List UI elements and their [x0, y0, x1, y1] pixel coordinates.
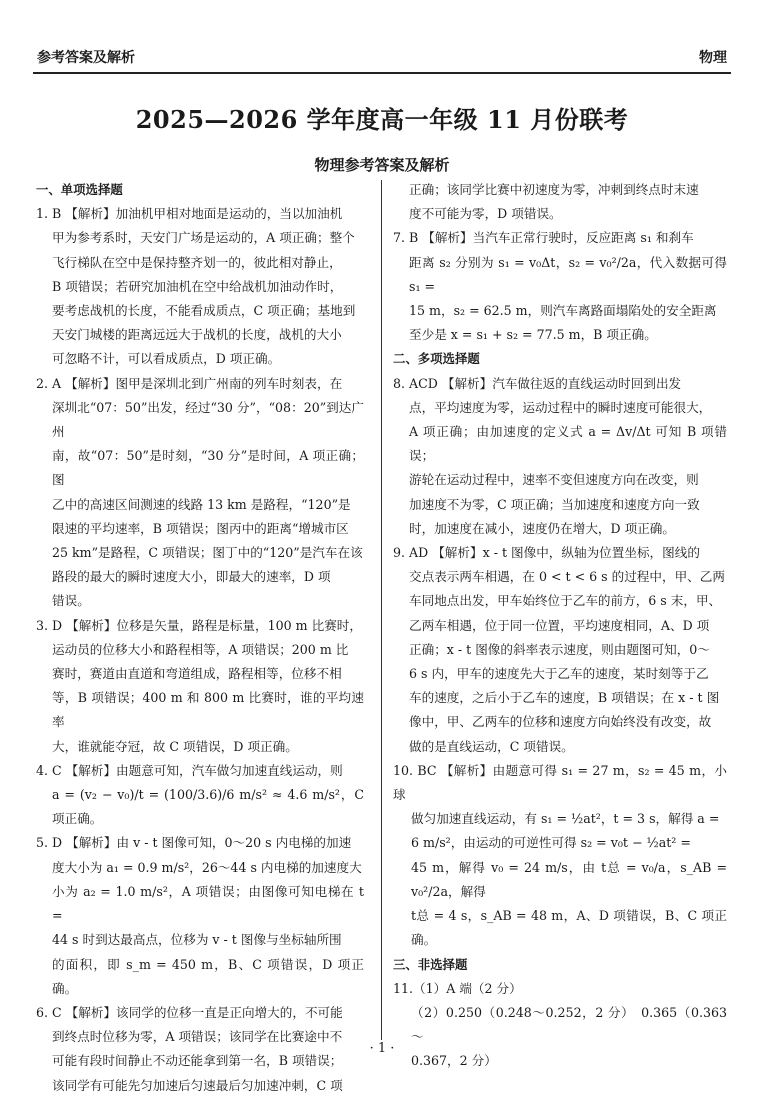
answer-line: 度不可能为零，D 项错误。	[409, 206, 562, 222]
answer-line: 距离 s₂ 分别为 s₁ = v₀Δt，s₂ = v₀²/2a，代入数据可得 s₁ =	[409, 254, 727, 294]
answer-line: 15 m，s₂ = 62.5 m，则汽车离路面塌陷处的安全距离	[409, 303, 717, 319]
answer-line: 45 m，解得 v₀ = 24 m/s，由 t总 = v₀/a，s_AB = v₀²/2a，解得	[411, 859, 727, 899]
answer-line: 飞行梯队在空中是保持整齐划一的，彼此相对静止，	[52, 254, 342, 270]
answer-line: 6 s 内，甲车的速度先大于乙车的速度，某时刻等于乙	[409, 666, 709, 682]
answer-line: 车同地点出发，甲车始终位于乙车的前方，6 s 末，甲、	[409, 593, 722, 609]
page-number: · 1 ·	[369, 1041, 395, 1056]
answer-line: 赛时，赛道由直道和弯道组成，路程相等，位移不相	[52, 666, 342, 682]
answer-line: 该同学有可能先匀加速后匀速最后匀加速冲刺，C 项	[52, 1077, 343, 1093]
answer-line: 路段的最大的瞬时速度大小，即最大的速率，D 项	[52, 569, 331, 585]
answer-line: 车的速度，之后小于乙车的速度，B 项错误；在 x - t 图	[409, 690, 720, 706]
answer-line: 做匀加速直线运动，有 s₁ = ½at²，t = 3 s，解得 a =	[411, 811, 720, 827]
answer-line: 可能有段时间静止不动还能拿到第一名，B 项错误；	[52, 1053, 343, 1069]
answer-line: 等，B 项错误；400 m 和 800 m 比赛时，谁的平均速率	[52, 690, 364, 730]
answer-line: 要考虑战机的长度，不能看成质点，C 项正确；基地到	[52, 303, 356, 319]
answer-line: 8. ACD 【解析】汽车做往返的直线运动时回到出发	[393, 375, 682, 391]
answer-line: 甲为参考系时，天安门广场是运动的，A 项正确；整个	[52, 230, 355, 246]
left-column	[36, 178, 364, 1098]
answer-line: 7. B 【解析】当汽车正常行驶时，反应距离 s₁ 和刹车	[393, 230, 694, 246]
answer-line: （2）0.250（0.248～0.252，2 分） 0.365（0.363～	[411, 1004, 727, 1045]
answer-line: 大，谁就能夺冠，故 C 项错误，D 项正确。	[52, 738, 298, 754]
page-subtitle: 物理参考答案及解析	[314, 156, 450, 174]
answer-line: 5. D 【解析】由 v - t 图像可知，0～20 s 内电梯的加速	[36, 835, 352, 851]
answer-line: 44 s 时到达最高点，位移为 v - t 图像与坐标轴所围	[52, 932, 342, 948]
answer-line: 运动员的位移大小和路程相等，A 项错误；200 m 比	[52, 641, 349, 657]
answer-line: 错误。	[52, 593, 90, 609]
answer-line: 像中，甲、乙两车的位移和速度方向始终没有改变，故	[409, 714, 712, 730]
answer-line: 乙两车相遇，位于同一位置，平均速度相同，A、D 项	[409, 617, 710, 633]
answer-line: 交点表示两车相遇，在 0 < t < 6 s 的过程中，甲、乙两	[409, 569, 725, 585]
page-header	[33, 42, 731, 74]
answer-line: 6 m/s²，由运动的可逆性可得 s₂ = v₀t − ½at² =	[411, 835, 691, 851]
answer-line: 至少是 x = s₁ + s₂ = 77.5 m，B 项正确。	[409, 327, 657, 343]
answer-line: 2. A 【解析】图甲是深圳北到广州南的列车时刻表，在	[36, 375, 343, 391]
answer-line: 天安门城楼的距离远远大于战机的长度，战机的大小	[52, 327, 342, 343]
header-left-text: 参考答案及解析	[37, 50, 135, 66]
header-subject: 物理	[699, 50, 727, 66]
answer-line: t总 = 4 s，s_AB = 48 m，A、D 项错误，B、C 项正确。	[411, 908, 727, 948]
answer-line: 深圳北“07：50”出发，经过“30 分”，“08：20”到达广州	[52, 399, 364, 440]
answer-line: 25 km”是路程，C 项错误；图丁中的“120”是汽车在该	[52, 545, 363, 561]
answer-line: 的面积，即 s_m = 450 m，B、C 项错误，D 项正确。	[52, 956, 364, 996]
answer-line: 可忽略不计，可以看成质点，D 项正确。	[52, 351, 281, 367]
page-title: 2025—2026 学年度高一年级 11 月份联考	[135, 105, 629, 134]
answer-line: 11.（1）A 端（2 分）	[393, 980, 522, 996]
answer-line: 做的是直线运动，C 项错误。	[409, 738, 574, 754]
answer-line: 小为 a₂ = 1.0 m/s²，A 项错误；由图像可知电梯在 t =	[52, 883, 364, 924]
answer-line: 点，平均速度为零，运动过程中的瞬时速度可能很大，	[409, 399, 712, 415]
answer-line: 9. AD 【解析】x - t 图像中，纵轴为位置坐标，图线的	[393, 545, 700, 561]
right-column	[393, 178, 727, 1074]
section-heading: 三、非选择题	[393, 956, 468, 972]
answer-line: 南，故“07：50”是时刻，“30 分”是时间，A 项正确；图	[52, 448, 364, 488]
answer-line: 到终点时位移为零，A 项错误；该同学在比赛途中不	[52, 1029, 343, 1045]
column-divider	[381, 180, 382, 1040]
answer-line: 时，加速度在减小，速度仍在增大，D 项正确。	[409, 520, 675, 536]
section-heading: 二、多项选择题	[393, 351, 480, 367]
answer-line: A 项正确；由加速度的定义式 a = Δv/Δt 可知 B 项错误；	[409, 424, 727, 464]
answer-line: 4. C 【解析】由题意可知，汽车做匀加速直线运动，则	[36, 762, 343, 778]
section-heading: 一、单项选择题	[36, 182, 123, 197]
answer-line: 度大小为 a₁ = 0.9 m/s²，26～44 s 内电梯的加速度大	[52, 859, 362, 875]
answer-line: 6. C 【解析】该同学的位移一直是正向增大的，不可能	[36, 1004, 343, 1020]
answer-line: 游轮在运动过程中，速率不变但速度方向在改变，则	[409, 472, 699, 488]
answer-line: a = (v₂ − v₀)/t = (100/3.6)/6 m/s² ≈ 4.6 m/s²，C 项正确。	[52, 787, 364, 827]
answer-line: 乙中的高速区间测速的线路 13 km 是路程，“120”是	[52, 496, 351, 512]
answer-line: 加速度不为零，C 项正确；当加速度和速度方向一致	[409, 496, 700, 512]
answer-line: 3. D 【解析】位移是矢量，路程是标量，100 m 比赛时，	[36, 617, 362, 633]
answer-line: 限速的平均速率，B 项错误；图丙中的距离“增城市区	[52, 520, 349, 536]
answer-line: 1. B 【解析】加油机甲相对地面是运动的，当以加油机	[36, 206, 343, 222]
answer-line: 10. BC 【解析】由题意可得 s₁ = 27 m，s₂ = 45 m，小球	[393, 762, 727, 803]
answer-line: 正确；x - t 图像的斜率表示速度，则由题图可知，0～	[409, 641, 710, 657]
answer-line: 正确；该同学比赛中初速度为零，冲刺到终点时末速	[409, 182, 699, 197]
answer-line: 0.367，2 分）	[411, 1053, 497, 1069]
answer-line: B 项错误；若研究加油机在空中给战机加油动作时，	[52, 278, 343, 294]
